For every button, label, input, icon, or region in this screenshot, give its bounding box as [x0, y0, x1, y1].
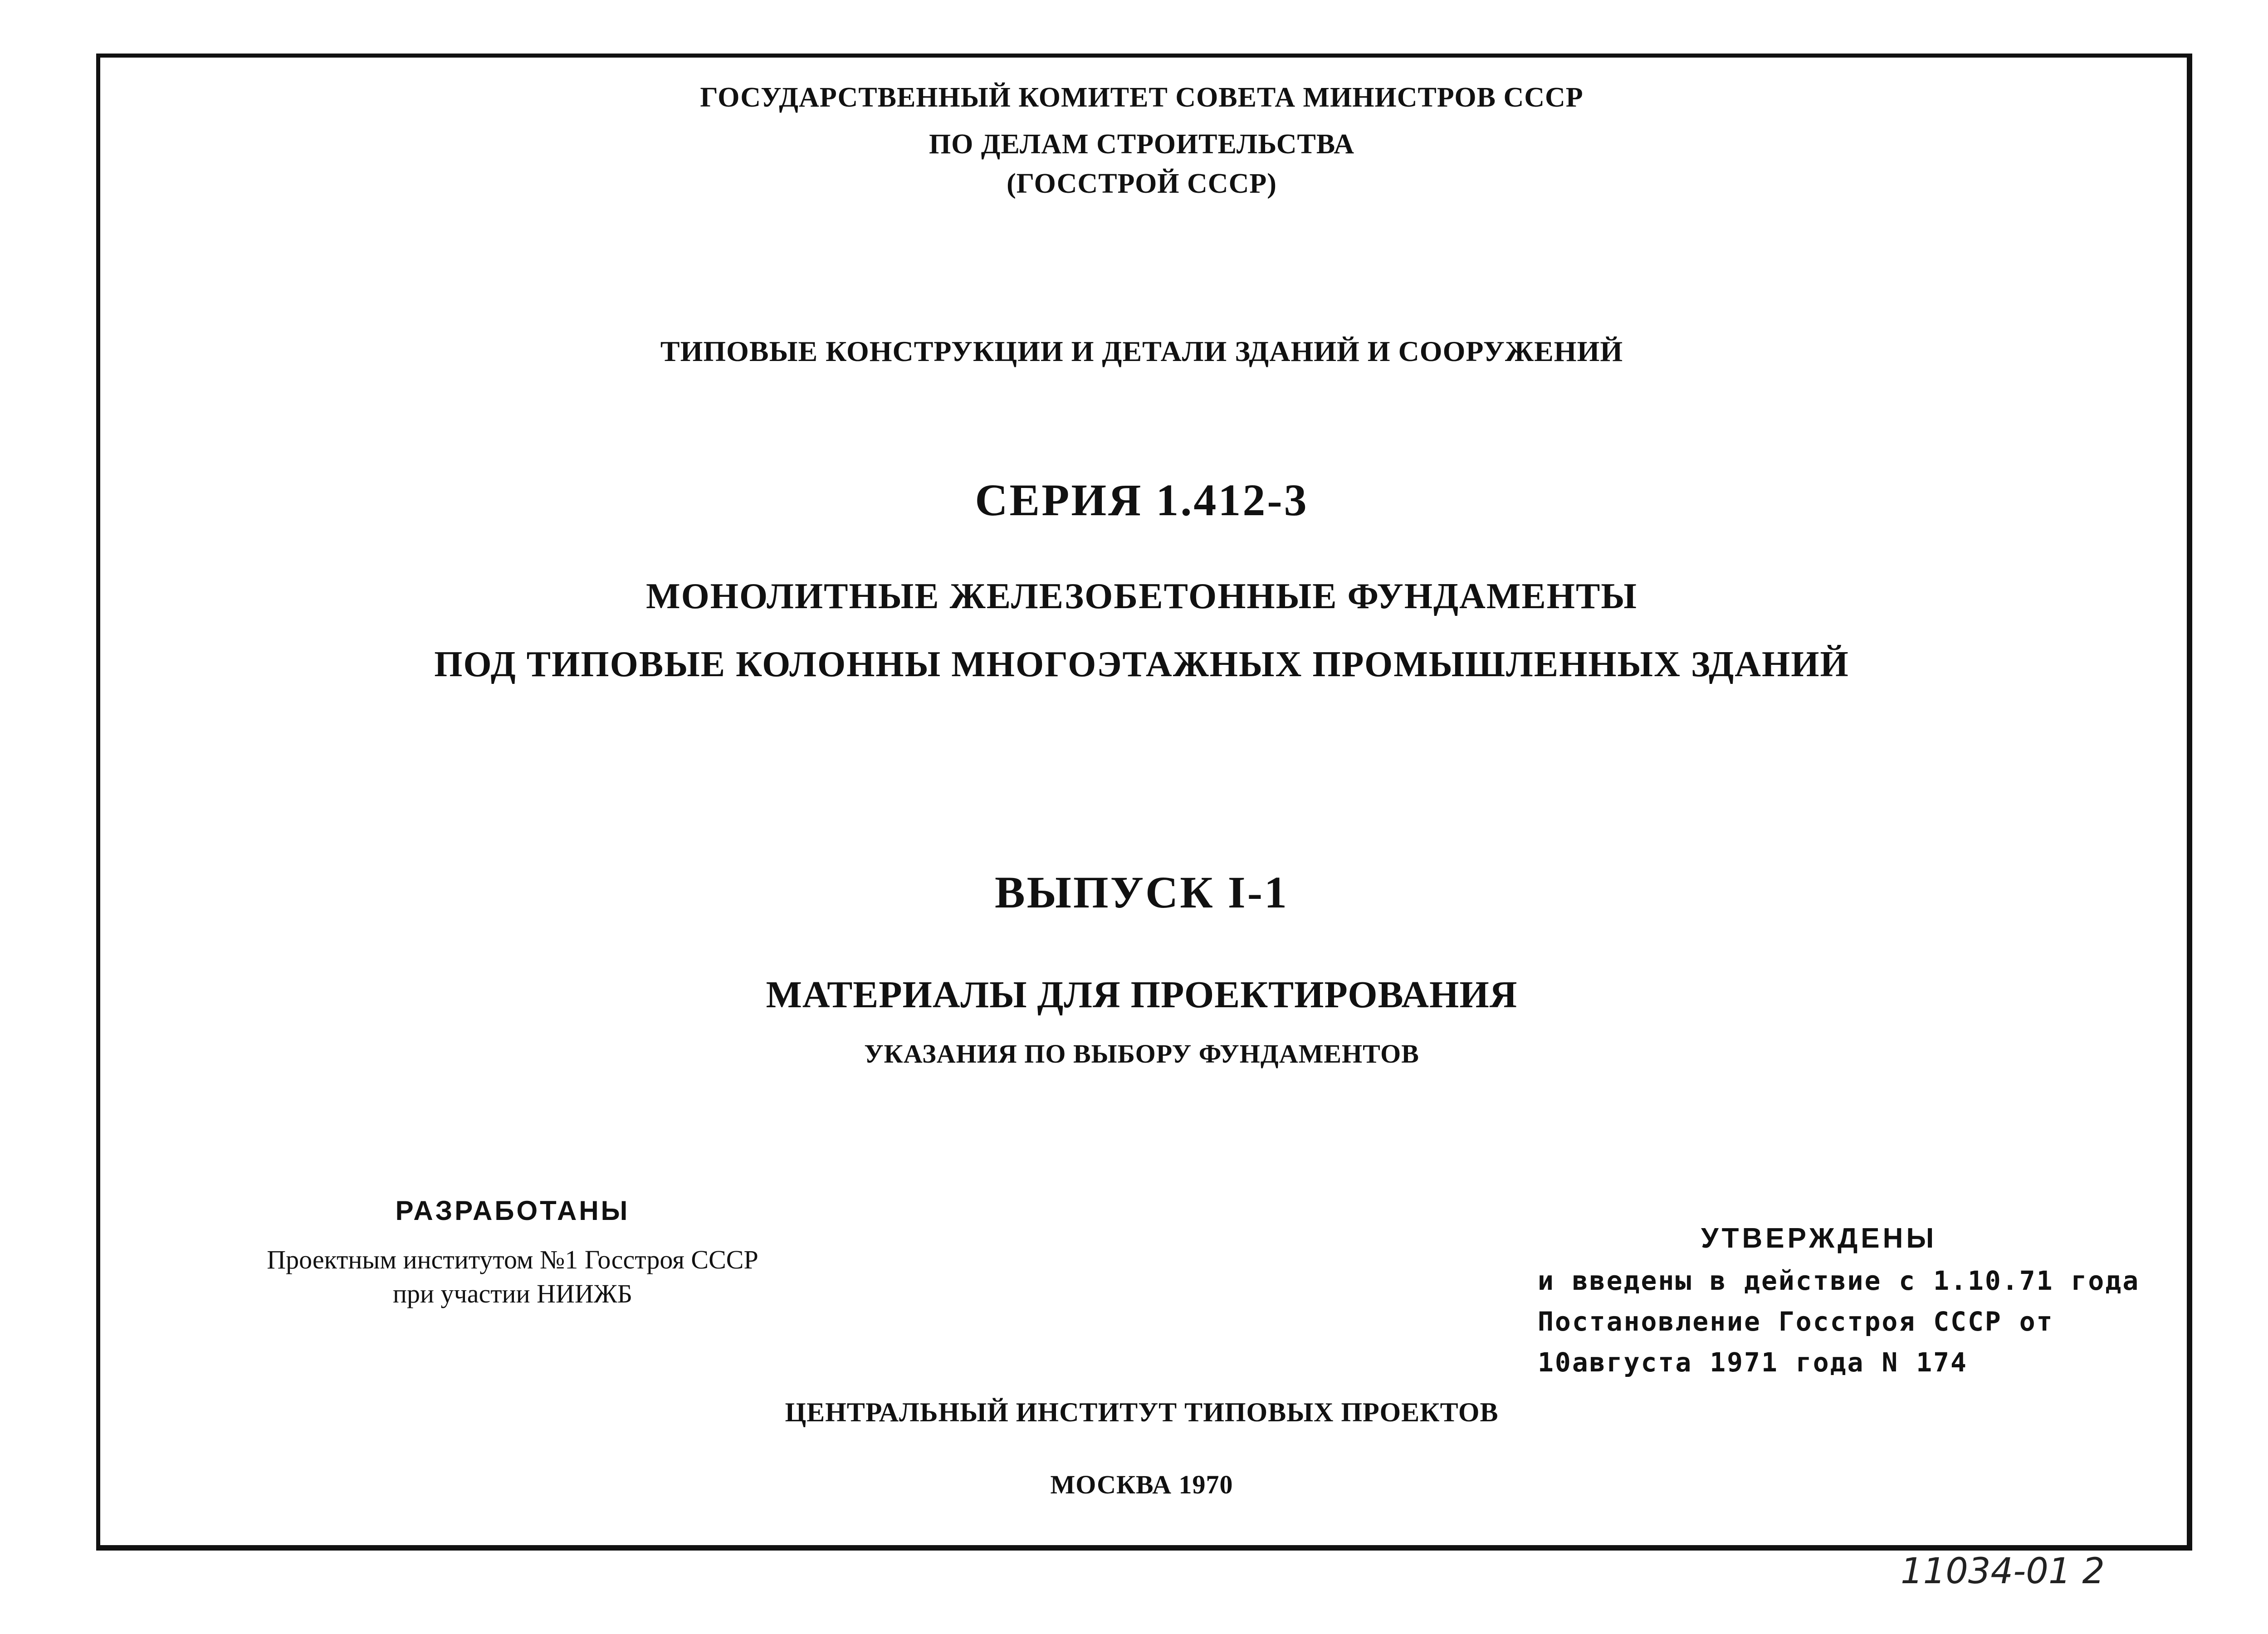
materials-title: МАТЕРИАЛЫ ДЛЯ ПРОЕКТИРОВАНИЯ — [766, 974, 1518, 1016]
developed-participation: при участии НИИЖБ — [392, 1279, 633, 1309]
approved-resolution-date: 10августа 1971 года N 174 — [1538, 1346, 1968, 1378]
archive-stamp: 11034-01 2 — [1901, 1551, 2105, 1592]
approved-block — [1538, 1222, 2168, 1383]
developed-block — [195, 1195, 830, 1311]
approved-heading: УТВЕРЖДЕНЫ — [1701, 1223, 1937, 1254]
developed-institute: Проектным институтом №1 Госстроя СССР — [267, 1245, 758, 1274]
materials-subtitle: УКАЗАНИЯ ПО ВЫБОРУ ФУНДАМЕНТОВ — [864, 1039, 1419, 1068]
approved-effective-date: и введены в действие с 1.10.71 года — [1538, 1265, 2140, 1296]
publisher-name: ЦЕНТРАЛЬНЫЙ ИНСТИТУТ ТИПОВЫХ ПРОЕКТОВ — [785, 1397, 1499, 1427]
category-heading: ТИПОВЫЕ КОНСТРУКЦИИ И ДЕТАЛИ ЗДАНИЙ И СООРУЖЕНИЙ — [660, 335, 1623, 367]
series-number: СЕРИЯ 1.412-3 — [975, 475, 1309, 525]
committee-name: ГОСУДАРСТВЕННЫЙ КОМИТЕТ СОВЕТА МИНИСТРОВ СССР — [700, 82, 1584, 113]
developed-heading: РАЗРАБОТАНЫ — [395, 1195, 630, 1226]
issue-number: ВЫПУСК I-1 — [994, 867, 1289, 917]
document-title-line1: МОНОЛИТНЫЕ ЖЕЛЕЗОБЕТОННЫЕ ФУНДАМЕНТЫ — [646, 576, 1637, 616]
committee-subname: ПО ДЕЛАМ СТРОИТЕЛЬСТВА — [929, 129, 1355, 160]
approved-resolution: Постановление Госстроя СССР от — [1538, 1306, 2054, 1337]
committee-abbr: (ГОССТРОЙ СССР) — [1007, 168, 1277, 199]
place-and-year: МОСКВА 1970 — [1050, 1470, 1233, 1499]
document-title-line2: ПОД ТИПОВЫЕ КОЛОННЫ МНОГОЭТАЖНЫХ ПРОМЫШЛЕННЫХ ЗДАНИЙ — [434, 644, 1849, 684]
